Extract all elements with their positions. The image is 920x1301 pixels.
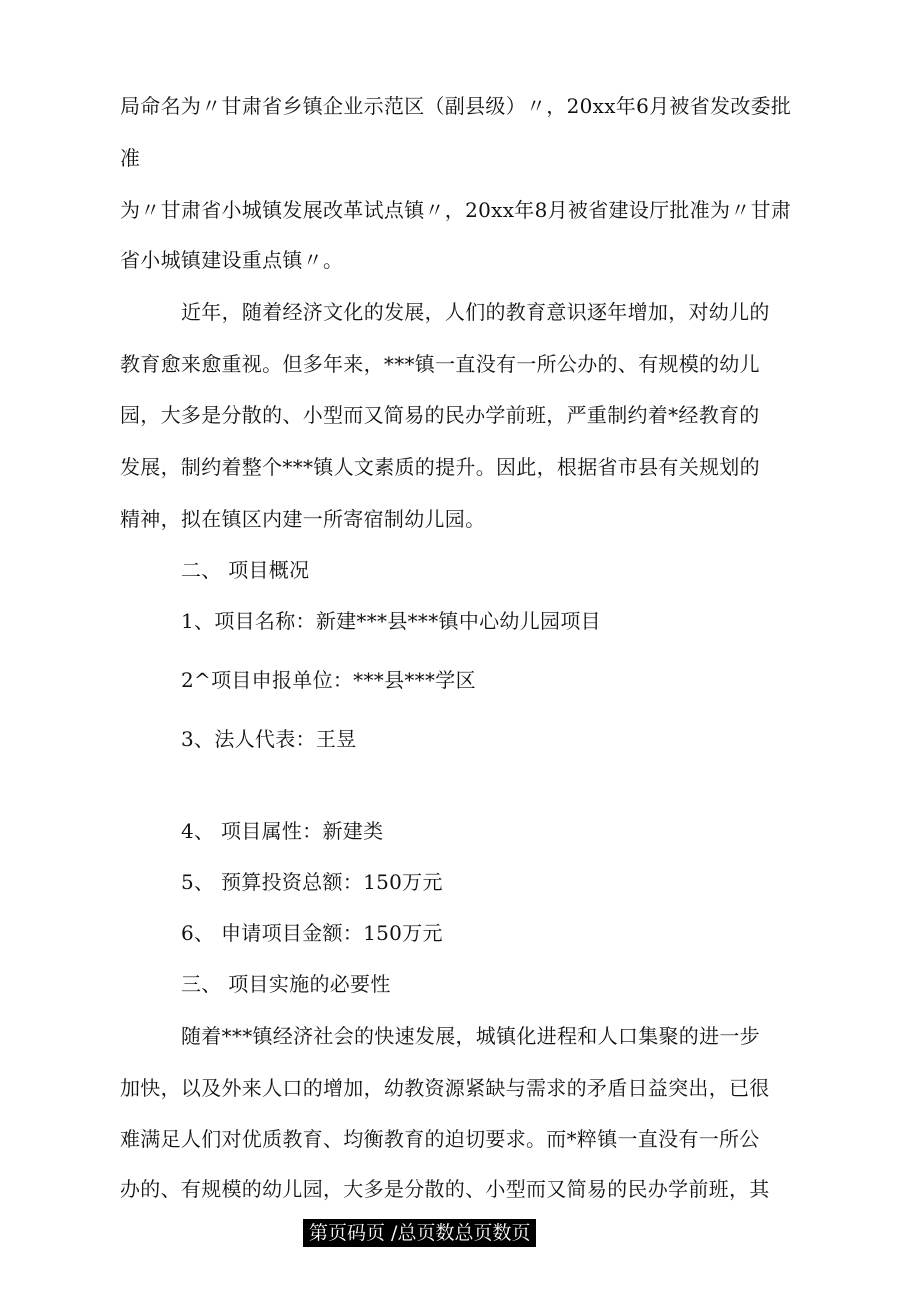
section-heading: 三、 项目实施的必要性 xyxy=(181,972,391,996)
paragraph-line: 难满足人们对优质教育、均衡教育的迫切要求。而*粹镇一直没有一所公 xyxy=(120,1127,760,1151)
paragraph-line: 办的、有规模的幼儿园，大多是分散的、小型而又简易的民办学前班，其 xyxy=(120,1177,770,1201)
paragraph-line: 园，大多是分散的、小型而又简易的民办学前班，严重制约着*经教育的 xyxy=(120,403,760,427)
paragraph-line: 局命名为〃甘肃省乡镇企业示范区（副县级）〃，20xx年6月被省发改委批 xyxy=(120,94,792,118)
paragraph-line: 发展，制约着整个***镇人文素质的提升。因此，根据省市县有关规划的 xyxy=(120,455,760,479)
paragraph-line: 教育愈来愈重视。但多年来，***镇一直没有一所公办的、有规模的幼儿 xyxy=(120,352,760,376)
list-item: 1、项目名称：新建***县***镇中心幼儿园项目 xyxy=(181,609,601,633)
list-item: 2^项目申报单位：***县***学区 xyxy=(181,668,476,692)
paragraph-line: 近年，随着经济文化的发展，人们的教育意识逐年增加，对幼儿的 xyxy=(181,300,770,324)
paragraph-line: 准 xyxy=(120,146,141,170)
paragraph-line: 加快，以及外来人口的增加，幼教资源紧缺与需求的矛盾日益突出，已很 xyxy=(120,1076,770,1100)
list-item: 5、 预算投资总额：150万元 xyxy=(181,870,443,894)
paragraph-line: 随着***镇经济社会的快速发展，城镇化进程和人口集聚的进一步 xyxy=(181,1024,760,1048)
paragraph-line: 为〃甘肃省小城镇发展改革试点镇〃，20xx年8月被省建设厅批准为〃甘肃 xyxy=(120,198,792,222)
list-item: 3、法人代表：王昱 xyxy=(181,727,357,751)
page-footer: 第页码页 /总页数总页数页 xyxy=(303,1219,536,1247)
paragraph-line: 省小城镇建设重点镇〃。 xyxy=(120,248,344,272)
paragraph-line: 精神，拟在镇区内建一所寄宿制幼儿园。 xyxy=(120,507,486,531)
list-item: 4、 项目属性：新建类 xyxy=(181,819,384,843)
list-item: 6、 申请项目金额：150万元 xyxy=(181,921,443,945)
section-heading: 二、 项目概况 xyxy=(181,558,310,582)
